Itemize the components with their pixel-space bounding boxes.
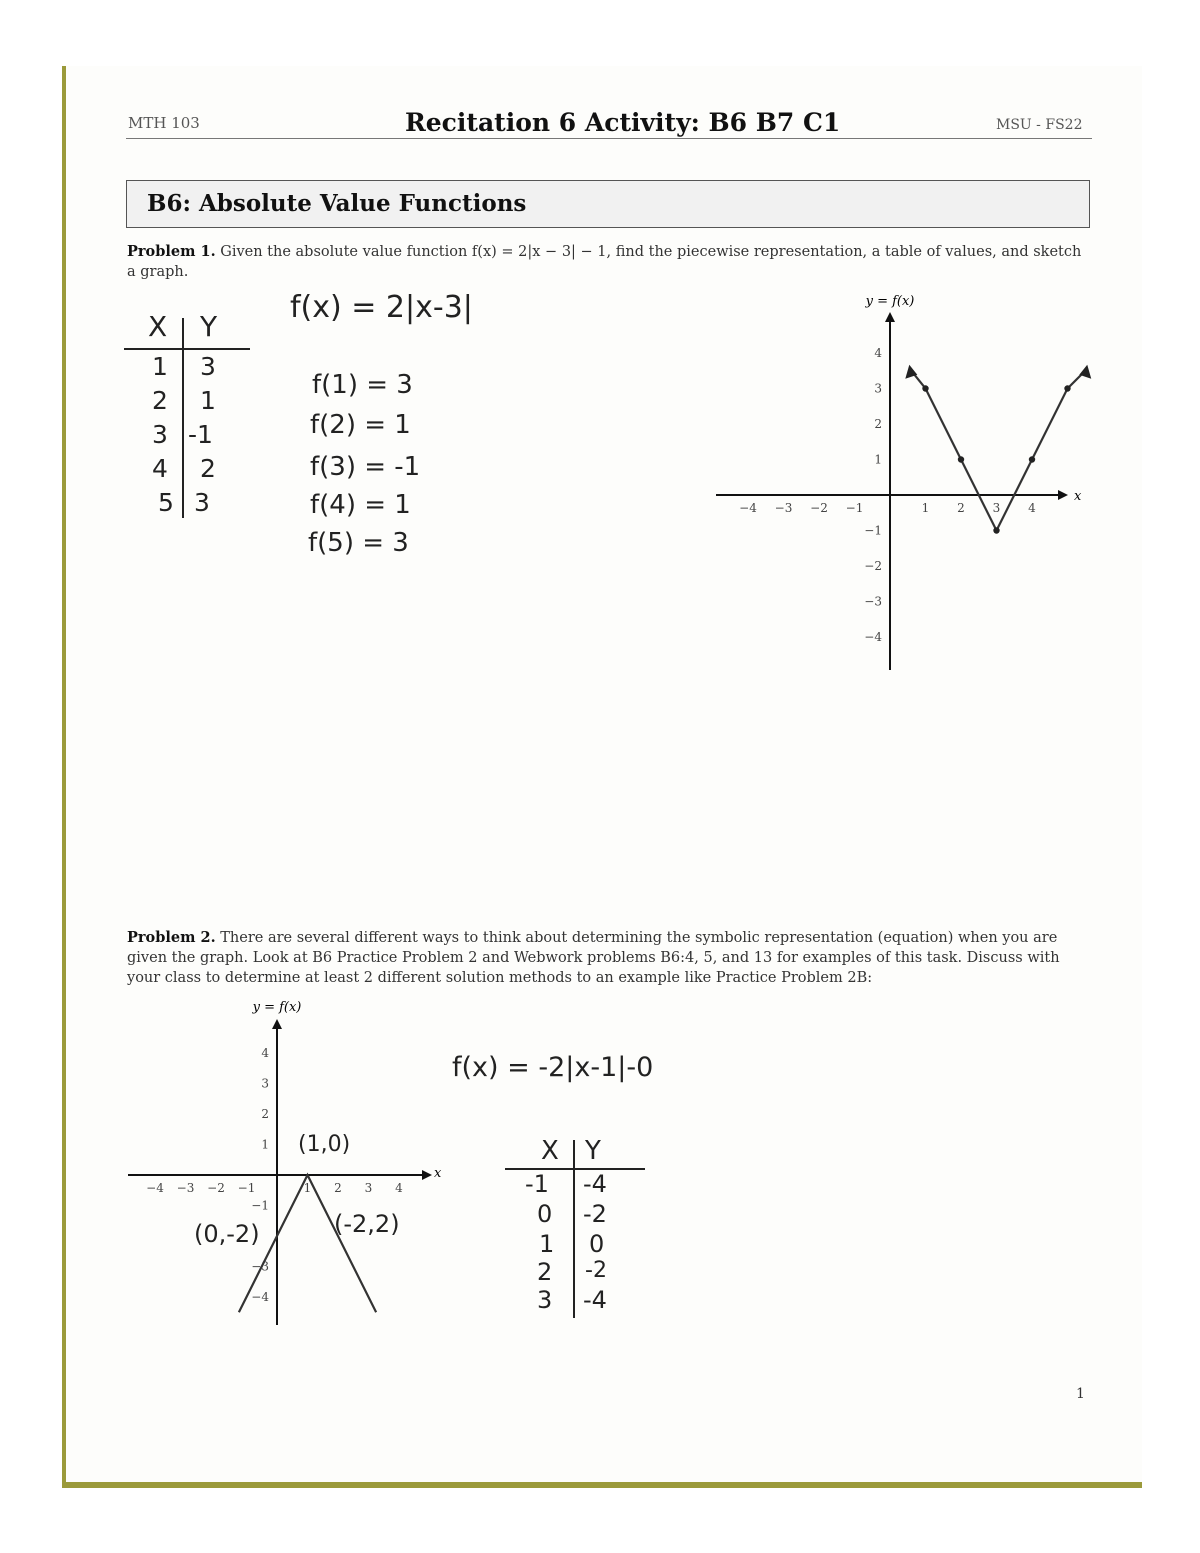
x-tick-label: 4 xyxy=(1028,501,1036,515)
table-cell: -4 xyxy=(583,1286,607,1314)
x-tick-label: 4 xyxy=(395,1181,403,1195)
p1-evaluation: f(1) = 3 xyxy=(312,370,413,400)
x-tick-label: 2 xyxy=(334,1181,342,1195)
series-arrow-right xyxy=(1079,365,1091,379)
x-axis-arrow xyxy=(422,1170,432,1180)
x-tick-label: 3 xyxy=(992,501,1001,515)
x-tick-label: −2 xyxy=(207,1181,225,1195)
problem-2-text: There are several different ways to think about determining the symbolic representation (equation) when you are given the graph. Look at B6 Practice Problem 2 and Webwork problems B6:4, 5, and 13 for examples of this task. Discuss with your class to determine at least 2 different solution methods to an example like Practice Problem 2B: xyxy=(127,930,1060,986)
table-cell: 3 xyxy=(200,352,216,381)
y-tick-label: 1 xyxy=(261,1137,269,1152)
y-tick-label: 2 xyxy=(261,1107,269,1121)
table-column-rule xyxy=(182,318,184,518)
section-header xyxy=(126,180,1090,228)
x-tick-label: 1 xyxy=(921,501,930,515)
x-tick-label: 3 xyxy=(364,1181,373,1195)
table-cell: -2 xyxy=(585,1258,607,1283)
table-cell: 3 xyxy=(537,1286,553,1314)
y-tick-label: −4 xyxy=(251,1290,269,1304)
y-tick-label: −1 xyxy=(251,1198,269,1213)
problem-1-label: Problem 1. xyxy=(127,243,216,260)
p2-vertex-label: (1,0) xyxy=(298,1132,351,1157)
graph-ylabel: y = f(x) xyxy=(865,294,915,309)
x-axis-arrow xyxy=(1058,490,1068,500)
p1-graph xyxy=(700,285,1100,685)
p2-value-table xyxy=(505,1136,645,1320)
x-tick-label: −4 xyxy=(739,501,757,515)
x-tick-label: −1 xyxy=(845,501,864,515)
table-cell: -4 xyxy=(583,1170,607,1198)
y-axis-arrow xyxy=(272,1019,282,1029)
table-cell: 3 xyxy=(194,488,210,517)
p2-graph xyxy=(120,995,460,1335)
table-cell: 2 xyxy=(152,386,168,415)
graph-xlabel: x xyxy=(1074,489,1082,504)
table-cell: 1 xyxy=(200,386,216,415)
p1-evaluation: f(4) = 1 xyxy=(310,490,411,520)
table-cell: 5 xyxy=(158,488,174,517)
x-tick-label: −3 xyxy=(774,501,793,515)
graph-xlabel: x xyxy=(434,1166,442,1181)
x-tick-label: 1 xyxy=(303,1181,312,1195)
y-tick-label: −2 xyxy=(864,559,882,573)
y-tick-label: 4 xyxy=(874,346,882,360)
x-tick-label: −3 xyxy=(176,1181,195,1195)
table-header-y: Y xyxy=(200,310,218,343)
problem-2-statement xyxy=(127,928,1082,988)
p1-value-table xyxy=(124,310,250,520)
y-axis-arrow xyxy=(885,312,895,322)
table-cell: -1 xyxy=(188,420,213,449)
y-tick-label: −1 xyxy=(864,523,882,538)
p2-handwritten-function: f(x) = -2|x-1|-0 xyxy=(452,1052,654,1083)
p1-evaluation: f(5) = 3 xyxy=(308,528,409,558)
table-cell: 2 xyxy=(200,454,216,483)
p2-right-point-label: (-2,2) xyxy=(334,1210,400,1238)
page-number: 1 xyxy=(1076,1386,1085,1402)
page-title: Recitation 6 Activity: B6 B7 C1 xyxy=(405,108,841,137)
x-tick-label: 2 xyxy=(957,501,965,515)
data-point xyxy=(993,527,999,533)
table-header-x: X xyxy=(148,310,168,343)
x-tick-label: −2 xyxy=(810,501,828,515)
y-tick-label: 3 xyxy=(261,1076,269,1091)
table-cell: 0 xyxy=(537,1200,553,1228)
problem-1-text: Given the absolute value function f(x) = 2|x − 3| − 1, find the piecewise representation, a table of values, and sketch a graph. xyxy=(127,244,1082,280)
graph-ylabel: y = f(x) xyxy=(252,1000,302,1015)
table-cell: 1 xyxy=(152,352,168,381)
y-tick-label: 4 xyxy=(261,1046,269,1060)
y-tick-label: −3 xyxy=(251,1259,269,1274)
table-column-rule xyxy=(573,1140,575,1318)
table-cell: 1 xyxy=(539,1230,555,1258)
y-tick-label: 1 xyxy=(874,452,882,467)
table-cell: 3 xyxy=(152,420,168,449)
table-cell: -1 xyxy=(525,1170,549,1198)
table-header-x: X xyxy=(541,1136,559,1166)
p1-evaluation: f(2) = 1 xyxy=(310,410,411,440)
data-point xyxy=(922,385,928,391)
section-title: B6: Absolute Value Functions xyxy=(147,190,527,217)
problem-2-label: Problem 2. xyxy=(127,929,216,946)
header-divider xyxy=(126,138,1092,139)
course-code: MTH 103 xyxy=(128,114,200,132)
table-header-y: Y xyxy=(585,1136,601,1166)
data-point xyxy=(1064,385,1070,391)
table-cell: 4 xyxy=(152,454,168,483)
table-header-rule xyxy=(124,348,250,350)
p1-evaluation: f(3) = -1 xyxy=(310,452,421,482)
y-tick-label: 2 xyxy=(874,417,882,431)
data-point xyxy=(958,456,964,462)
table-cell: -2 xyxy=(583,1200,607,1228)
problem-1-statement xyxy=(127,242,1087,282)
y-tick-label: 3 xyxy=(874,381,882,396)
y-tick-label: −3 xyxy=(864,594,882,609)
table-cell: 2 xyxy=(537,1258,553,1286)
term-label: MSU - FS22 xyxy=(996,117,1083,133)
x-tick-label: −4 xyxy=(146,1181,164,1195)
table-cell: 0 xyxy=(589,1230,605,1258)
data-point xyxy=(1029,456,1035,462)
y-tick-label: −4 xyxy=(864,630,882,644)
p1-handwritten-function: f(x) = 2|x-3| xyxy=(290,290,473,325)
x-tick-label: −1 xyxy=(237,1181,256,1195)
p2-left-point-label: (0,-2) xyxy=(194,1220,260,1248)
